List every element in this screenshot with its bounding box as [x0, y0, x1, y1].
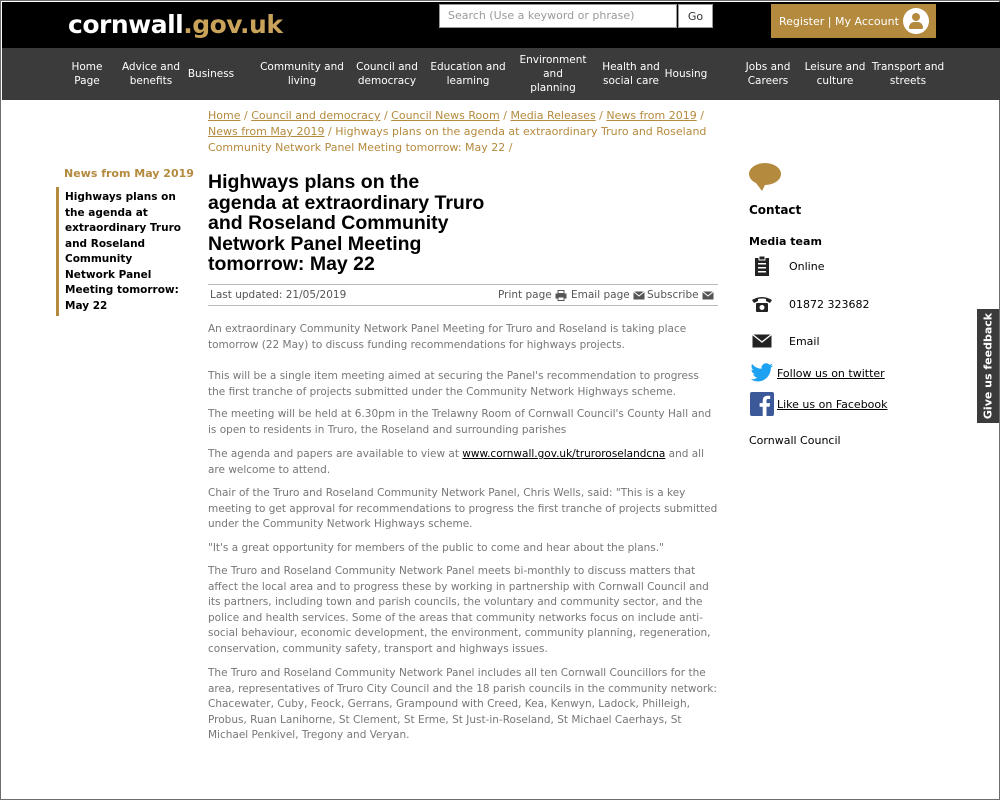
nav-leisure[interactable]: Leisure and culture	[804, 61, 866, 87]
nav-advice[interactable]: Advice and benefits	[121, 61, 181, 87]
account-button[interactable]	[771, 4, 936, 38]
printer-icon	[555, 290, 567, 301]
contact-organisation: Cornwall Council	[749, 434, 841, 447]
chat-bubble-icon	[749, 163, 781, 185]
search-input[interactable]: Search (Use a keyword or phrase)	[439, 4, 677, 28]
article-paragraph: The meeting will be held at 6.30pm in the Trelawny Room of Cornwall Council's County Hall and is open to residents in Truro, the Roseland and surrounding parishes	[208, 408, 712, 436]
logo-domain: .gov.uk	[183, 10, 283, 39]
twitter-link: Follow us on twitter	[777, 366, 885, 380]
breadcrumb-separator: /	[380, 109, 392, 122]
article-paragraph: This will be a single item meeting aimed at securing the Panel's recommendation to progress the first tranche of projects submitted under the Community Network Highways scheme.	[208, 370, 699, 398]
article-paragraph: Chair of the Truro and Roseland Community Network Panel, Chris Wells, said: "This is a key meeting to get approval for recommendations to progress the first tranche of projects submitted under the Community Network Highways scheme.	[208, 487, 718, 531]
contact-online-label: Online	[789, 259, 825, 273]
agenda-text-end: and all are welcome to attend.	[208, 448, 704, 476]
contact-phone[interactable]	[749, 291, 949, 317]
article-paragraph: The Truro and Roseland Community Network Panel meets bi-monthly to discuss matters that affect the local area and to progress these by working in partnership with Cornwall Council and its partners, including town and parish councils, the voluntary and community sector, and the police and health services. Some of the areas that community networks focus on include anti-social behaviour, economic development, the environment, community planning, regeneration, conservation, community safety, transport and highways issues.	[208, 565, 711, 655]
nav-transport[interactable]: Transport and streets	[871, 61, 945, 87]
contact-facebook[interactable]	[749, 391, 949, 417]
breadcrumb-separator: /	[696, 109, 704, 122]
nav-business[interactable]: Business	[187, 68, 235, 80]
breadcrumb-newsroom[interactable]: Council News Room	[391, 109, 500, 122]
article-paragraph	[208, 447, 718, 478]
breadcrumb	[208, 108, 708, 156]
media-team-label: Media team	[749, 235, 822, 248]
logo-main: cornwall	[68, 10, 184, 39]
agenda-link[interactable]: www.cornwall.gov.uk/truroroselandcna	[462, 448, 666, 460]
nav-health[interactable]: Health and social care	[602, 61, 660, 87]
contact-email[interactable]	[749, 328, 949, 354]
subscribe-label: Subscribe	[647, 289, 699, 301]
envelope-icon	[702, 291, 714, 300]
breadcrumb-separator: /	[595, 109, 607, 122]
envelope-icon	[633, 291, 645, 300]
subscribe-button[interactable]	[647, 289, 714, 301]
agenda-text: The agenda and papers are available to view at	[208, 448, 463, 460]
site-header	[2, 2, 1000, 48]
print-page-label: Print page	[498, 289, 552, 301]
breadcrumb-news-may-2019[interactable]: News from May 2019	[208, 125, 325, 138]
phone-icon	[749, 291, 775, 317]
main-nav	[2, 48, 1000, 100]
sidebar-item-current[interactable]: Highways plans on the agenda at extraordinary Truro and Roseland Community Network Panel Meeting tomorrow: May 22	[56, 187, 181, 316]
nav-environment[interactable]: Environment and planning	[519, 54, 587, 94]
last-updated: Last updated: 21/05/2019	[210, 289, 347, 301]
nav-housing[interactable]: Housing	[664, 68, 708, 80]
facebook-link: Like us on Facebook	[777, 397, 888, 411]
sidebar-heading[interactable]: News from May 2019	[64, 167, 194, 180]
contact-online[interactable]	[749, 253, 949, 279]
breadcrumb-current: Highways plans on the agenda at extraordinary Truro and Roseland Community Network Panel Meeting tomorrow: May 22	[208, 125, 707, 154]
article-toolbar	[208, 284, 718, 306]
nav-education[interactable]: Education and learning	[430, 61, 506, 87]
breadcrumb-media-releases[interactable]: Media Releases	[510, 109, 596, 122]
nav-community[interactable]: Community and living	[260, 61, 344, 87]
twitter-icon	[749, 360, 775, 386]
nav-council[interactable]: Council and democracy	[356, 61, 418, 87]
article-paragraph: The Truro and Roseland Community Network Panel includes all ten Cornwall Councillors for the area, representatives of Truro City Council and the 18 parish councils in the community network: Chacewater, Cuby, Feock, Gerrans, Grampound with Creed, Kea, Kenwyn, Ladock, Philleigh, Probus, Ruan Lanihorne, St Clement, St Erme, St Just-in-Roseland, St Michael Caerhays, St Michael Penkivel, Tregony and Veryan.	[208, 667, 717, 742]
contact-twitter[interactable]	[749, 360, 949, 386]
breadcrumb-news-2019[interactable]: News from 2019	[606, 109, 697, 122]
clipboard-icon	[749, 253, 775, 279]
email-page-label: Email page	[571, 289, 630, 301]
contact-heading: Contact	[749, 203, 802, 217]
user-icon	[903, 8, 929, 34]
article-paragraph: "It's a great opportunity for members of the public to come and hear about the plans."	[208, 542, 664, 554]
breadcrumb-separator: /	[324, 125, 336, 138]
breadcrumb-separator: /	[505, 141, 513, 154]
feedback-tab[interactable]	[977, 309, 999, 423]
nav-home[interactable]: Home Page	[71, 61, 103, 87]
account-label: Register | My Account	[779, 14, 899, 28]
envelope-icon	[749, 328, 775, 354]
feedback-label: Give us feedback	[981, 312, 995, 420]
breadcrumb-separator: /	[499, 109, 511, 122]
email-page-button[interactable]	[571, 289, 645, 301]
breadcrumb-separator: /	[240, 109, 252, 122]
print-page-button[interactable]	[498, 289, 567, 301]
contact-phone-number: 01872 323682	[789, 297, 870, 311]
breadcrumb-home[interactable]: Home	[208, 109, 241, 122]
site-logo[interactable]	[68, 10, 282, 39]
contact-email-label: Email	[789, 334, 820, 348]
article-intro: An extraordinary Community Network Panel Meeting for Truro and Roseland is taking place tomorrow (22 May) to discuss funding recommendations for highways projects.	[208, 323, 687, 351]
search-go-button[interactable]: Go	[678, 4, 713, 28]
page-title: Highways plans on the agenda at extraordinary Truro and Roseland Community Network Panel Meeting tomorrow: May 22	[208, 171, 485, 275]
breadcrumb-council[interactable]: Council and democracy	[251, 109, 381, 122]
facebook-icon	[749, 391, 775, 417]
nav-jobs[interactable]: Jobs and Careers	[745, 61, 791, 87]
